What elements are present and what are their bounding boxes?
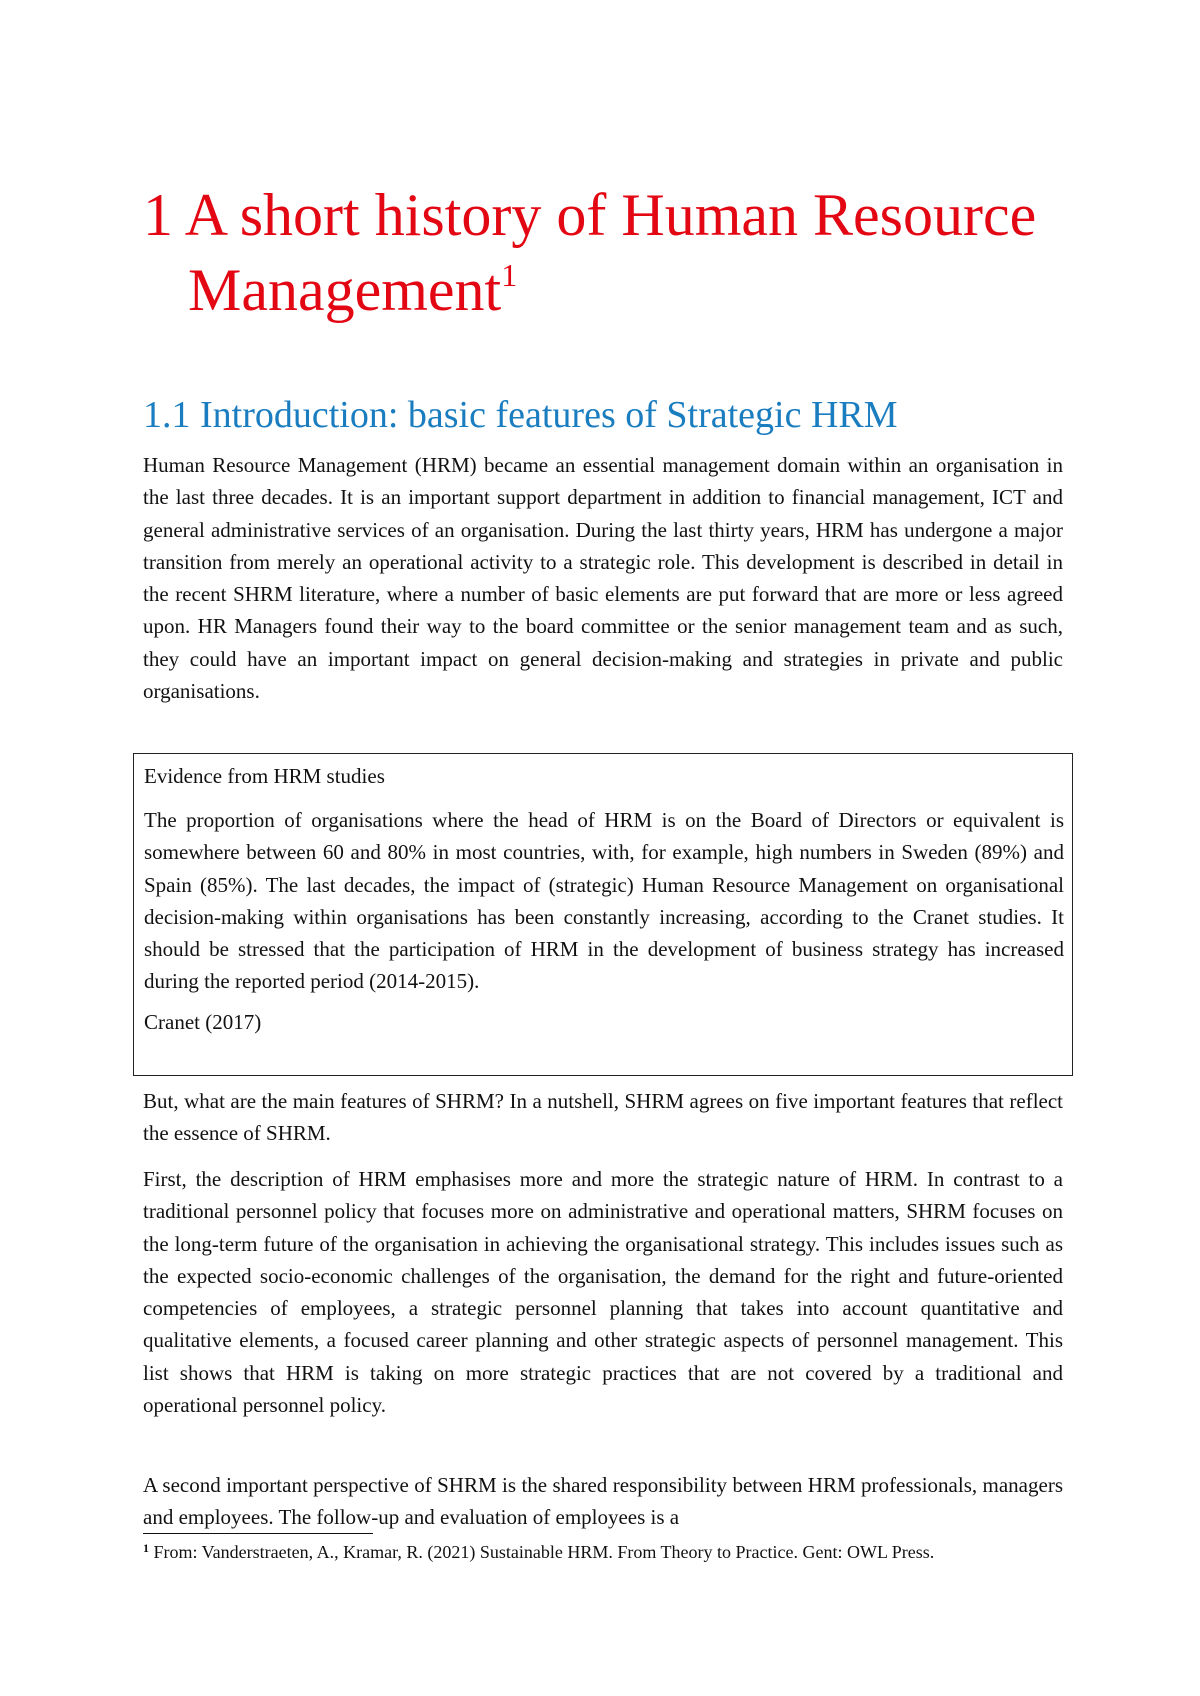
body-paragraph-second: A second important perspective of SHRM is the shared responsibility between HRM professionals, managers and employees. The follow-up and evaluation of employees is a <box>143 1473 1063 1530</box>
evidence-box-text: The proportion of organisations where the head of HRM is on the Board of Directors or equivalent is somewhere between 60 and 80% in most countries, with, for example, high numbers in Sweden (89%) and Spain (85%). The last decades, the impact of (strategic) Human Resource Management on organisational decision-making within organisations has been constantly increasing, according to the Cranet studies. It should be stressed that the participation of HRM in the development of business strategy has increased during the reported period (2014-2015). <box>144 808 1064 994</box>
section-title: 1.1 Introduction: basic features of Strategic HRM <box>143 394 898 436</box>
footnote-text: From: Vanderstraeten, A., Kramar, R. (2021) Sustainable HRM. From Theory to Practice. Gent: OWL Press. <box>153 1542 935 1562</box>
footnote <box>143 1539 934 1565</box>
body-paragraph-first: First, the description of HRM emphasises more and more the strategic nature of HRM. In contrast to a traditional personnel policy that focuses more on administrative and operational matters, SHRM focuses on the long-term future of the organisation in achieving the organisational strategy. This includes issues such as the expected socio-economic challenges of the organisation, the demand for the right and future-oriented competencies of employees, a strategic personnel planning that takes into account quantitative and qualitative elements, a focused career planning and other strategic aspects of personnel management. This list shows that HRM is taking on more strategic practices that are not covered by a traditional and operational personnel policy. <box>143 1167 1063 1418</box>
footnote-divider <box>143 1533 373 1534</box>
footnote-number: 1 <box>143 1541 149 1555</box>
evidence-box-heading: Evidence from HRM studies <box>144 764 385 788</box>
intro-paragraph: Human Resource Management (HRM) became an essential management domain within an organisation in the last three decades. It is an important support department in addition to financial management, ICT and general administrative services of an organisation. During the last thirty years, HRM has undergone a major transition from merely an operational activity to a strategic role. This development is described in detail in the recent SHRM literature, where a number of basic elements are put forward that are more or less agreed upon. HR Managers found their way to the board committee or the senior management team and as such, they could have an important impact on general decision-making and strategies in private and public organisations. <box>143 453 1063 704</box>
chapter-title-text: 1 A short history of Human Resource Management <box>143 182 1037 323</box>
evidence-box-content <box>144 754 1064 1038</box>
footnote-reference: 1 <box>501 257 518 293</box>
chapter-title <box>143 178 1118 328</box>
body-paragraph-features: But, what are the main features of SHRM? In a nutshell, SHRM agrees on five important features that reflect the essence of SHRM. <box>143 1089 1063 1146</box>
evidence-box-source: Cranet (2017) <box>144 1009 262 1034</box>
evidence-box <box>133 753 1073 1076</box>
